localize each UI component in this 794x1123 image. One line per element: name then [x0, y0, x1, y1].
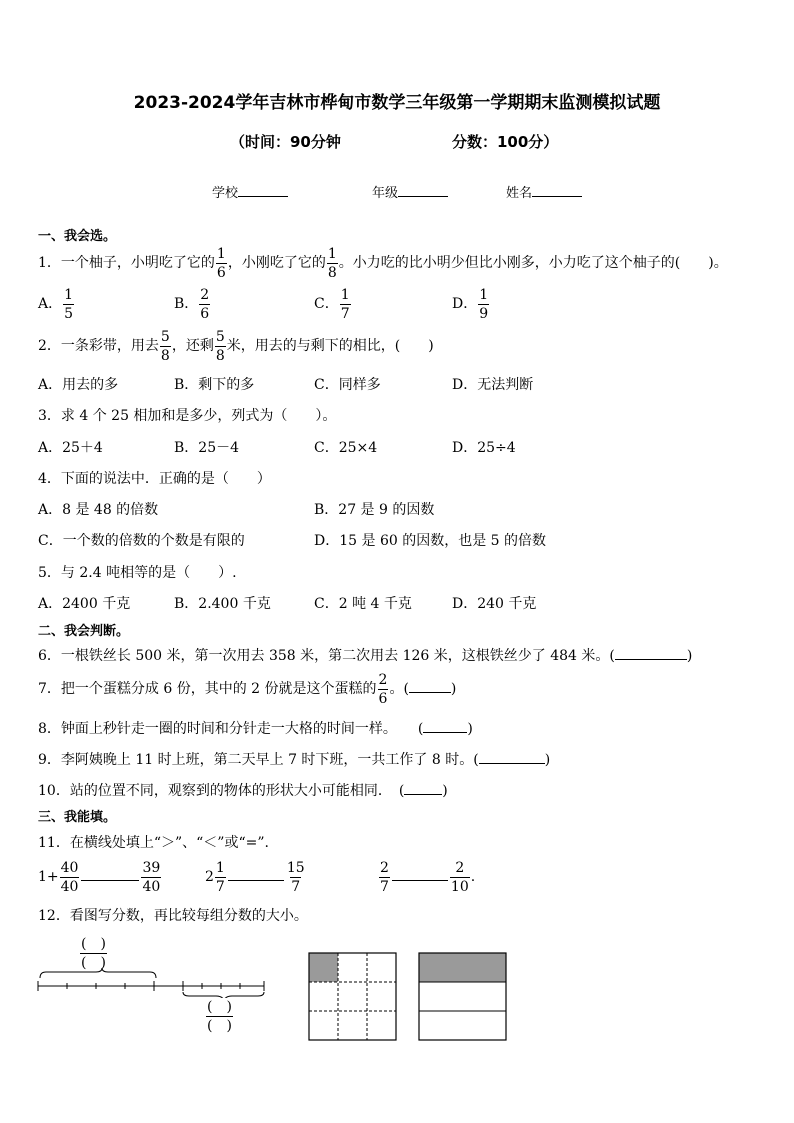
- question-6: 6．一根铁丝长 500 米，第一次用去 358 米，第二次用去 126 米，这根铁丝少了 484 米。( ): [38, 648, 693, 664]
- strip-square-diagram: [418, 952, 508, 1042]
- q1-option-b[interactable]: B． $\frac{2}{6}$: [174, 286, 210, 322]
- fraction: $\frac{5}{8}$: [160, 328, 170, 364]
- question-8: 8．钟面上秒针走一圈的时间和分针走一大格的时间一样。 ( ): [38, 721, 473, 737]
- q11-item-3: $\frac{2}{7}$ $\frac{2}{10}$ .: [380, 859, 476, 895]
- section-fill: 三、我能填。: [38, 810, 117, 825]
- grade-label: 年级: [372, 186, 399, 201]
- fraction-placeholder-top: $\frac{( )}{( )}$: [81, 936, 106, 971]
- page-title: 2023-2024学年吉林市桦甸市数学三年级第一学期期末监测模拟试题: [133, 93, 661, 113]
- q2-option-b[interactable]: B．剩下的多: [174, 377, 255, 393]
- compare-blank[interactable]: [392, 880, 448, 881]
- fraction: $\frac{1}{6}$: [216, 245, 226, 281]
- name-blank[interactable]: [532, 196, 582, 197]
- grid-square-diagram: [308, 952, 398, 1042]
- fraction-placeholder-bottom: $\frac{( )}{( )}$: [207, 999, 232, 1034]
- q11-item-2: 2 $\frac{1}{7}$ $\frac{15}{7}$: [205, 859, 305, 895]
- q1-option-a[interactable]: A． $\frac{1}{5}$: [38, 286, 74, 322]
- school-field[interactable]: [212, 182, 288, 201]
- school-blank[interactable]: [238, 196, 288, 197]
- answer-blank[interactable]: [615, 659, 687, 660]
- q4-option-a[interactable]: A．8 是 48 的倍数: [38, 502, 159, 518]
- school-label: 学校: [212, 186, 239, 201]
- brace-bottom: [183, 992, 264, 998]
- fraction: $\frac{2}{6}$: [378, 671, 388, 707]
- name-field[interactable]: [506, 182, 582, 201]
- q2-option-d[interactable]: D．无法判断: [452, 377, 534, 393]
- grade-field[interactable]: [372, 182, 448, 201]
- q2-option-c[interactable]: C．同样多: [314, 377, 381, 393]
- q3-option-c[interactable]: C．25×4: [314, 440, 378, 456]
- question-5: 5．与 2.4 吨相等的是（ ）.: [38, 565, 237, 581]
- question-4: 4．下面的说法中．正确的是（ ）: [38, 471, 271, 487]
- q1-option-c[interactable]: C． $\frac{1}{7}$: [314, 286, 350, 322]
- answer-blank[interactable]: [479, 763, 545, 764]
- q5-option-b[interactable]: B．2.400 千克: [174, 596, 271, 612]
- grade-blank[interactable]: [398, 196, 448, 197]
- compare-blank[interactable]: [81, 880, 139, 881]
- fraction: $\frac{5}{8}$: [215, 328, 225, 364]
- question-7: 7．把一个蛋糕分成 6 份，其中的 2 份就是这个蛋糕的 $\frac{2}{6}$ 。( ): [38, 671, 457, 707]
- q3-option-a[interactable]: A．25＋4: [38, 440, 103, 456]
- number-line-diagram: [36, 968, 266, 998]
- question-12: 12．看图写分数，再比较每组分数的大小。: [38, 908, 308, 924]
- q1-option-d[interactable]: D． $\frac{1}{9}$: [452, 286, 489, 322]
- section-choose: 一、我会选。: [38, 229, 117, 244]
- question-11: 11．在横线处填上“＞”、“＜”或“=”.: [38, 835, 269, 851]
- q3-option-d[interactable]: D．25÷4: [452, 440, 516, 456]
- question-9: 9．李阿姨晚上 11 时上班，第二天早上 7 时下班，一共工作了 8 时。( ): [38, 752, 551, 768]
- question-1: 1．一个柚子，小明吃了它的 $\frac{1}{6}$ ，小刚吃了它的 $\frac{1}{8}$ 。小力吃的比小明少但比小刚多，小力吃了这个柚子的( )。: [38, 245, 728, 281]
- shaded-strip: [419, 953, 506, 982]
- brace-top: [40, 968, 156, 978]
- name-label: 姓名: [506, 186, 533, 201]
- question-10: 10．站的位置不同，观察到的物体的形状大小可能相同． ( ): [38, 783, 448, 799]
- q2-option-a[interactable]: A．用去的多: [38, 377, 119, 393]
- q4-option-d[interactable]: D．15 是 60 的因数，也是 5 的倍数: [314, 533, 547, 549]
- exam-time: （时间：90分钟: [230, 133, 341, 151]
- q4-option-b[interactable]: B．27 是 9 的因数: [314, 502, 435, 518]
- fraction: $\frac{1}{8}$: [327, 245, 337, 281]
- answer-blank[interactable]: [423, 732, 467, 733]
- q4-option-c[interactable]: C．一个数的倍数的个数是有限的: [38, 533, 245, 549]
- section-judge: 二、我会判断。: [38, 624, 130, 639]
- q5-option-a[interactable]: A．2400 千克: [38, 596, 131, 612]
- answer-blank[interactable]: [404, 794, 442, 795]
- q3-option-b[interactable]: B．25－4: [174, 440, 240, 456]
- q5-option-c[interactable]: C．2 吨 4 千克: [314, 596, 412, 612]
- shaded-cell: [309, 953, 338, 982]
- question-2: 2．一条彩带，用去 $\frac{5}{8}$ ，还剩 $\frac{5}{8}$ 米，用去的与剩下的相比，( ): [38, 328, 434, 364]
- exam-score: 分数：100分）: [452, 133, 559, 151]
- question-3: 3．求 4 个 25 相加和是多少，列式为（ ）。: [38, 408, 337, 424]
- answer-blank[interactable]: [409, 692, 451, 693]
- compare-blank[interactable]: [228, 880, 284, 881]
- q11-item-1: 1+ $\frac{40}{40}$ $\frac{39}{40}$: [38, 859, 161, 895]
- q5-option-d[interactable]: D．240 千克: [452, 596, 537, 612]
